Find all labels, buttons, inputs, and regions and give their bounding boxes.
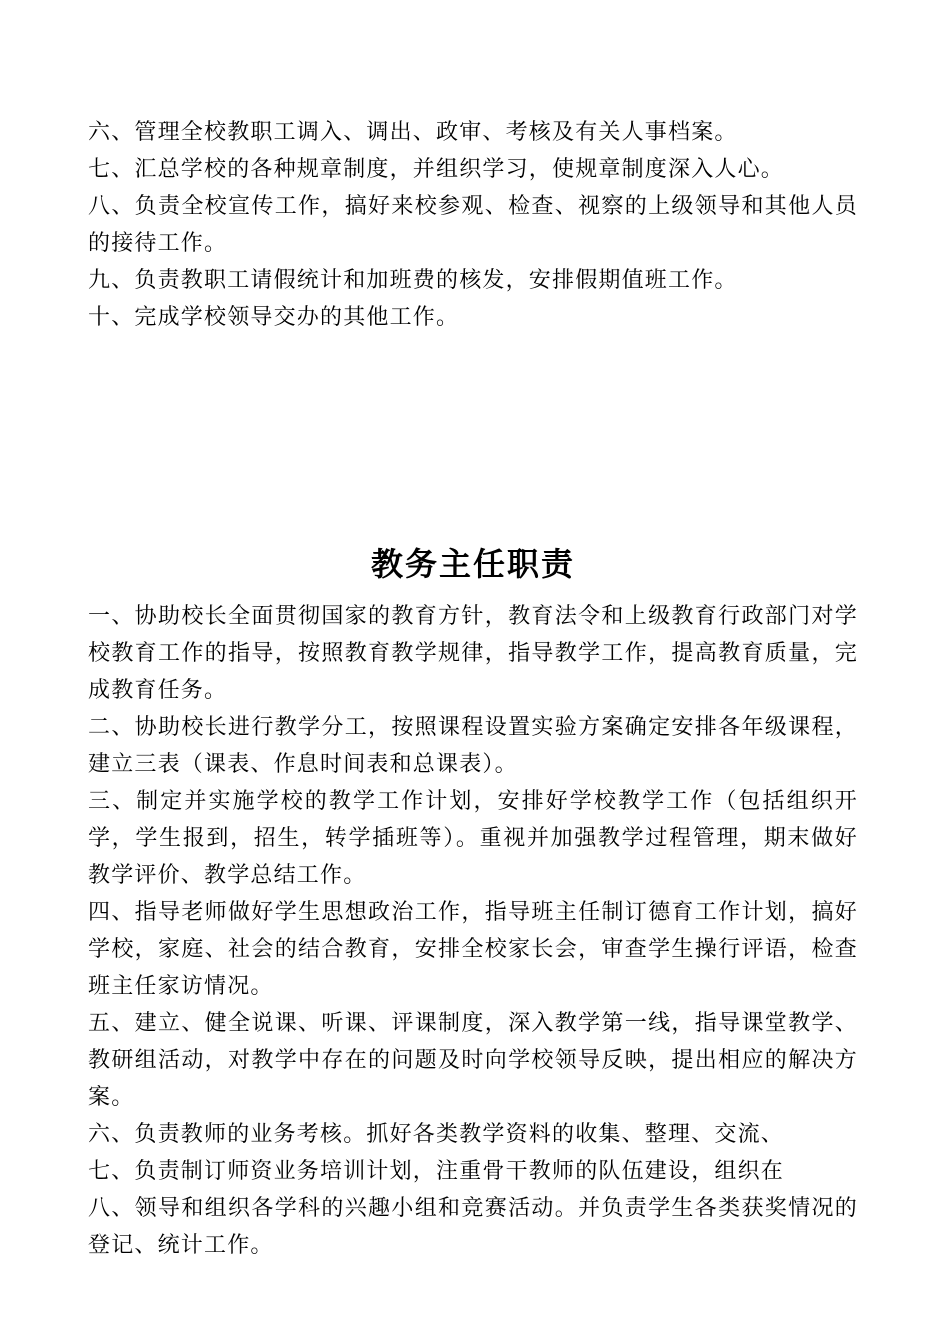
duty-item-8: 八、领导和组织各学科的兴趣小组和竞赛活动。并负责学生各类获奖情况的登记、统计工作。	[88, 1196, 858, 1258]
paragraph-item-7: 七、汇总学校的各种规章制度，并组织学习，使规章制度深入人心。	[88, 157, 785, 182]
document-page	[88, 110, 858, 1258]
academic-director-duties	[88, 540, 858, 1264]
duty-item-2: 二、协助校长进行教学分工，按照课程设置实验方案确定安排各年级课程，建立三表（课表、作息时间表和总课表）。	[88, 715, 858, 777]
duty-item-7: 七、负责制订师资业务培训计划，注重骨干教师的队伍建设，组织在	[88, 1159, 785, 1184]
duty-item-4: 四、指导老师做好学生思想政治工作，指导班主任制订德育工作计划，搞好学校，家庭、社会的结合教育，安排全校家长会，审查学生操行评语，检查班主任家访情况。	[88, 900, 858, 999]
paragraph-item-8: 八、负责全校宣传工作，搞好来校参观、检查、视察的上级领导和其他人员的接待工作。	[88, 194, 858, 256]
paragraph-item-9: 九、负责教职工请假统计和加班费的核发，安排假期值班工作。	[88, 268, 738, 293]
paragraph-item-10: 十、完成学校领导交办的其他工作。	[88, 305, 460, 330]
office-duties-continued	[88, 114, 858, 336]
duty-item-3: 三、制定并实施学校的教学工作计划，安排好学校教学工作（包括组织开学，学生报到，招生，转学插班等）。重视并加强教学过程管理，期末做好教学评价、教学总结工作。	[88, 789, 858, 888]
paragraph-item-6: 六、管理全校教职工调入、调出、政审、考核及有关人事档案。	[88, 120, 738, 145]
duty-item-6: 六、负责教师的业务考核。抓好各类教学资料的收集、整理、交流、	[88, 1122, 785, 1147]
duty-item-5: 五、建立、健全说课、听课、评课制度，深入教学第一线，指导课堂教学、教研组活动，对教学中存在的问题及时向学校领导反映，提出相应的解决方案。	[88, 1011, 858, 1110]
section-title: 教务主任职责	[370, 545, 575, 583]
duty-item-1: 一、协助校长全面贯彻国家的教育方针，教育法令和上级教育行政部门对学校教育工作的指导，按照教育教学规律，指导教学工作，提高教育质量，完成教育任务。	[88, 604, 858, 703]
